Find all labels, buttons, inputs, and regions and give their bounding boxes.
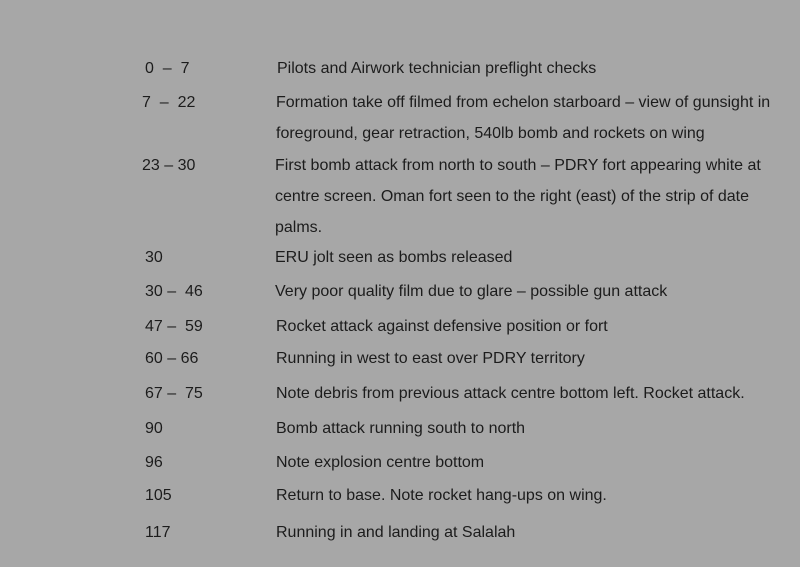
time-range: 23 – 30 [142,157,196,174]
time-range: 96 [145,454,163,471]
time-range: 0 – 7 [145,60,190,77]
shot-description: Return to base. Note rocket hang-ups on wing. [276,487,607,504]
shot-description: Pilots and Airwork technician preflight checks [277,60,597,77]
shot-description: Note debris from previous attack centre bottom left. Rocket attack. [276,385,745,402]
shot-description: ERU jolt seen as bombs released [275,249,513,266]
shot-description: Bomb attack running south to north [276,420,526,437]
shot-description: Running in west to east over PDRY territory [276,350,585,367]
time-range: 117 [145,524,171,541]
time-range: 105 [145,487,172,504]
shot-description: Rocket attack against defensive position or fort [276,318,608,335]
shot-description: First bomb attack from north to south – PDRY fort appearing white at centre screen. Oman fort seen to the right (east) of the strip of date palms. [275,157,761,236]
time-range: 30 – 46 [145,283,203,300]
time-range: 30 [145,249,163,266]
shot-description: Formation take off filmed from echelon starboard – view of gunsight in foreground, gear retraction, 540lb bomb and rockets on wing [276,94,771,142]
shot-description: Note explosion centre bottom [276,454,485,471]
shot-description: Very poor quality film due to glare – possible gun attack [275,283,668,300]
time-range: 67 – 75 [145,385,203,402]
time-range: 7 – 22 [142,94,196,111]
time-range: 47 – 59 [145,318,203,335]
time-range: 60 – 66 [145,350,199,367]
time-range: 90 [145,420,163,437]
shot-description: Running in and landing at Salalah [276,524,516,541]
